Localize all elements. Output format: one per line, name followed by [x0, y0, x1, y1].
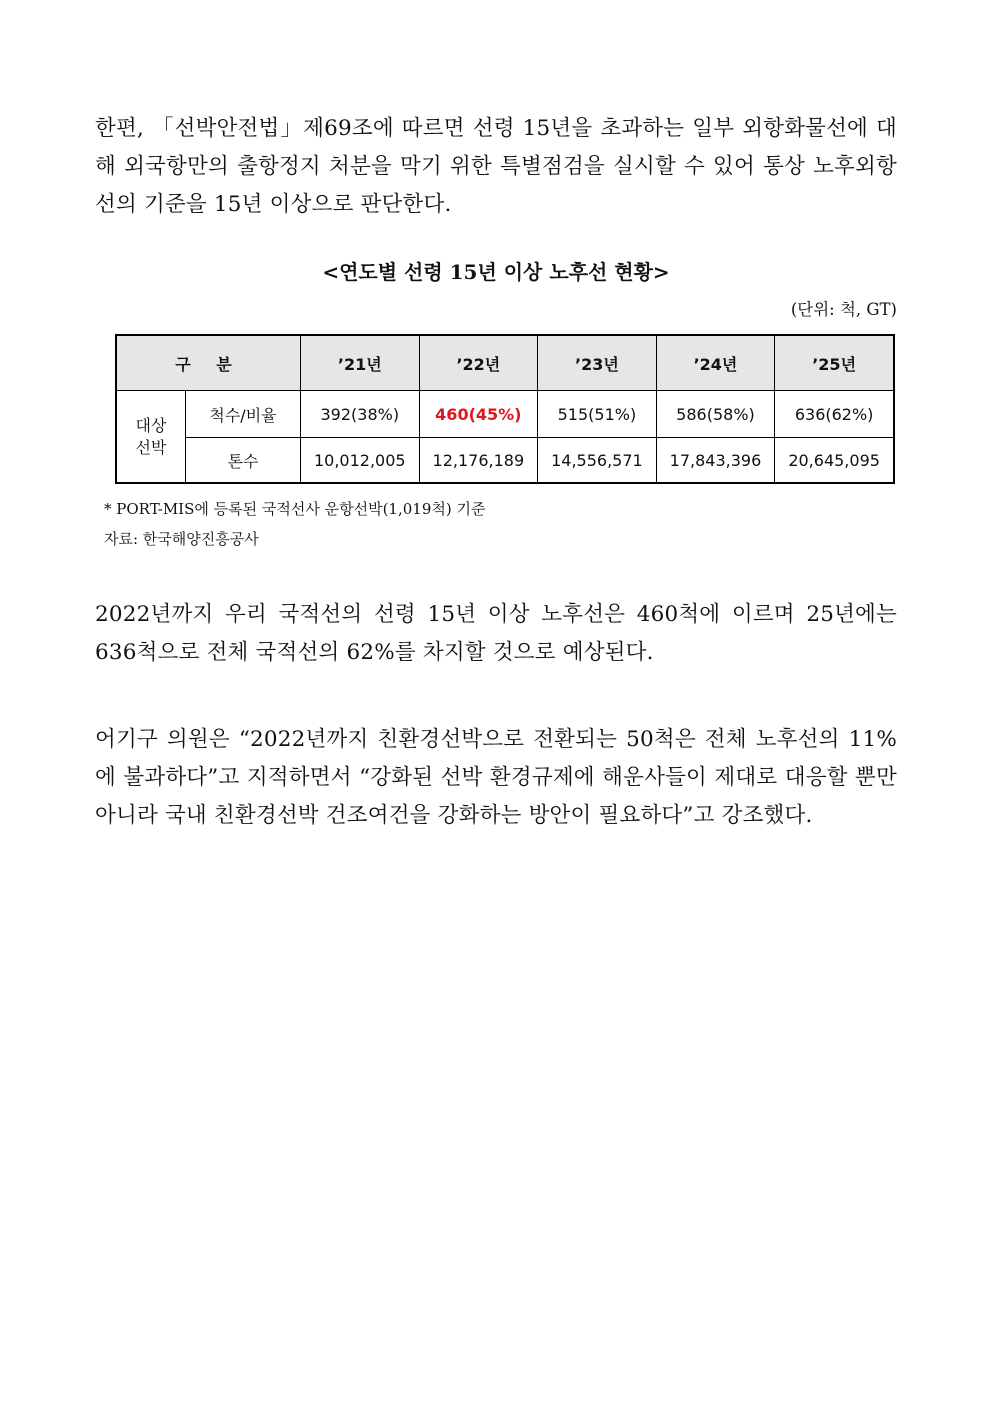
- table-title: <연도별 선령 15년 이상 노후선 현황>: [322, 260, 670, 284]
- table-cell: 12,176,189: [419, 438, 538, 484]
- table-cell: 17,843,396: [656, 438, 775, 484]
- table-cell: 10,012,005: [301, 438, 420, 484]
- header-category: 구 분: [116, 335, 301, 391]
- table-cell: 392(38%): [301, 391, 420, 438]
- table-row: [116, 438, 894, 484]
- table-unit-label: (단위: 척, GT): [790, 300, 897, 319]
- row-group-label: [116, 391, 186, 484]
- header-year: ’22년: [419, 335, 538, 391]
- table-cell: 515(51%): [538, 391, 657, 438]
- aging-ships-table: [115, 334, 895, 484]
- table-cell: 20,645,095: [775, 438, 894, 484]
- header-year: ’23년: [538, 335, 657, 391]
- table-footnote: * PORT-MIS에 등록된 국적선사 운항선박(1,019척) 기준: [104, 500, 486, 518]
- table-source: 자료: 한국해양진흥공사: [104, 530, 259, 548]
- header-year: ’25년: [775, 335, 894, 391]
- paragraph-quote: 어기구 의원은 “2022년까지 친환경선박으로 전환되는 50척은 전체 노후선의 11%에 불과하다”고 지적하면서 “강화된 선박 환경규제에 해운사들이 제대로 대응할 뿐만 아니라 국내 친환경선박 건조여건을 강화하는 방안이 필요하다”고 강조했다.: [95, 727, 897, 828]
- table-cell: 636(62%): [775, 391, 894, 438]
- paragraph-forecast: 2022년까지 우리 국적선의 선령 15년 이상 노후선은 460척에 이르며 25년에는 636척으로 전체 국적선의 62%를 차지할 것으로 예상된다.: [95, 602, 897, 665]
- group-label-line: 선박: [135, 437, 167, 457]
- table-cell: 586(58%): [656, 391, 775, 438]
- table-header-row: [116, 335, 894, 391]
- group-label-line: 대상: [135, 415, 167, 435]
- table-cell: 14,556,571: [538, 438, 657, 484]
- header-year: ’24년: [656, 335, 775, 391]
- row-label: 척수/비율: [186, 391, 301, 438]
- table-row: [116, 391, 894, 438]
- paragraph-intro: 한편, 「선박안전법」제69조에 따르면 선령 15년을 초과하는 일부 외항화물선에 대해 외국항만의 출항정지 처분을 막기 위한 특별점검을 실시할 수 있어 통상 노후외항선의 기준을 15년 이상으로 판단한다.: [95, 116, 897, 217]
- row-label: 톤수: [186, 438, 301, 484]
- header-year: ’21년: [301, 335, 420, 391]
- table-cell-highlighted: 460(45%): [419, 391, 538, 438]
